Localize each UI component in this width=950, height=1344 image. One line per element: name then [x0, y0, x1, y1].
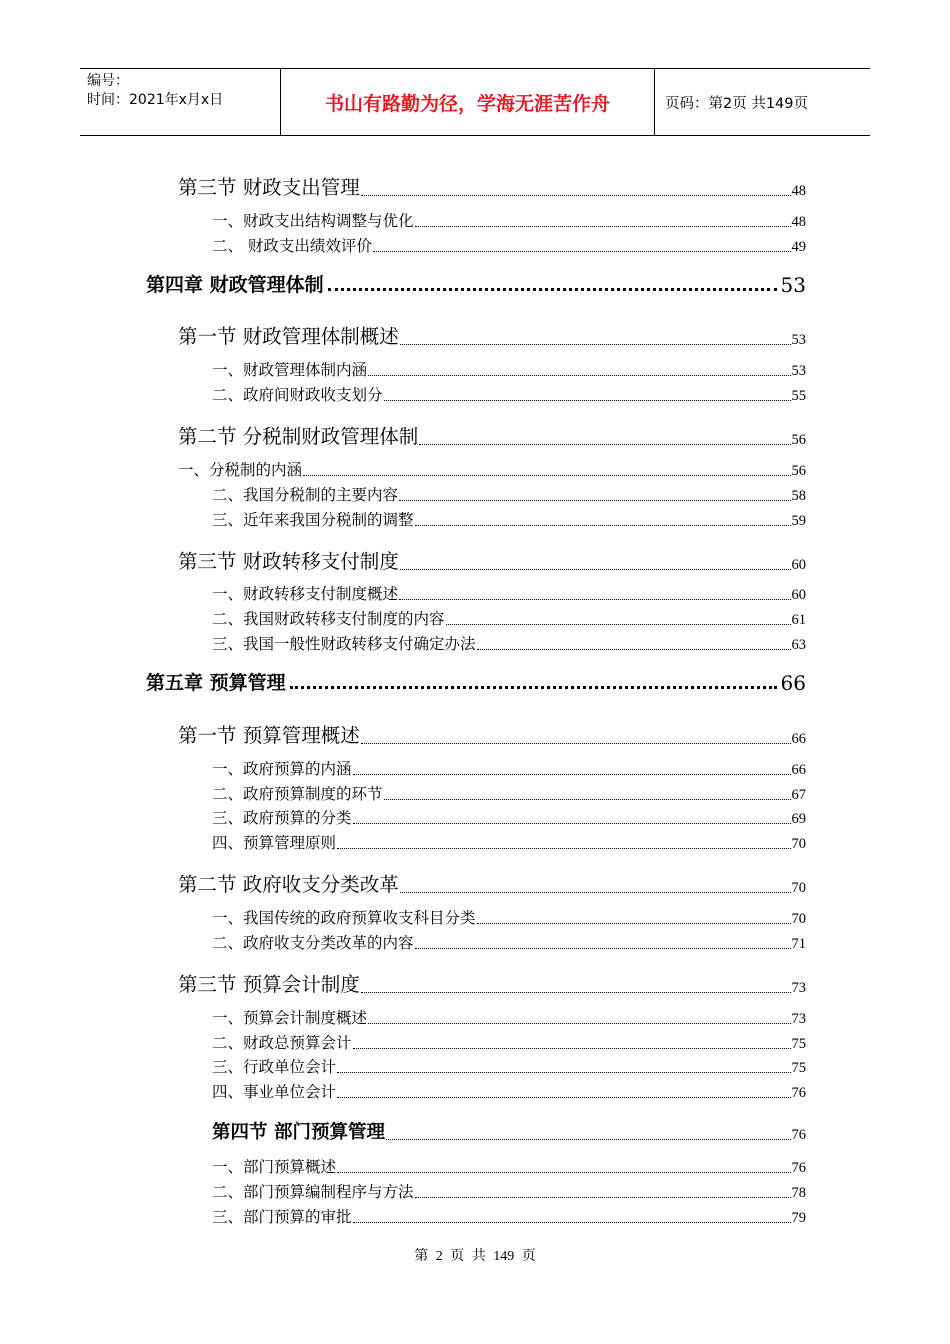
toc-page-number: 59	[791, 513, 806, 529]
toc-chapter-row[interactable]	[146, 668, 806, 695]
toc-item-row[interactable]	[212, 782, 806, 804]
toc-dot-leader	[337, 1071, 790, 1073]
toc-section-title: 第二节 分税制财政管理体制	[178, 425, 419, 448]
toc-dot-leader	[353, 1221, 791, 1223]
toc-item-title: 一、财政转移支付制度概述	[212, 585, 399, 603]
toc-dot-leader	[400, 568, 791, 570]
toc-item-row[interactable]	[212, 1180, 806, 1202]
toc-dot-leader	[446, 623, 791, 625]
toc-item-row[interactable]	[212, 607, 806, 629]
toc-section-row[interactable]	[178, 969, 806, 997]
page-footer: 第 2 页 共 149 页	[414, 1249, 536, 1264]
toc-dot-leader	[337, 847, 790, 849]
toc-chapter-title: 第四章 财政管理体制	[146, 274, 324, 296]
toc-dot-leader	[415, 225, 791, 227]
toc-dot-leader	[399, 499, 790, 501]
toc-dot-leader	[386, 1138, 791, 1140]
toc-item-row[interactable]	[212, 1205, 806, 1227]
toc-dot-leader	[399, 598, 790, 600]
toc-page-number: 60	[791, 557, 806, 573]
toc-dot-leader	[328, 287, 777, 291]
toc-item-title: 二、 财政支出绩效评价	[212, 237, 372, 255]
toc-item-row[interactable]	[212, 632, 806, 654]
toc-chapter-title: 第五章 预算管理	[146, 672, 286, 694]
toc-item-row[interactable]	[212, 1155, 806, 1177]
toc-page-number: 53	[791, 363, 806, 379]
toc-page-number: 56	[791, 432, 806, 448]
toc-item-title: 一、政府预算的内涵	[212, 760, 352, 778]
toc-item-title: 一、预算会计制度概述	[212, 1009, 368, 1027]
toc-section-title: 第四节 部门预算管理	[212, 1122, 385, 1143]
toc-dot-leader	[477, 648, 791, 650]
toc-page-number: 66	[791, 762, 806, 778]
toc-item-title: 二、政府收支分类改革的内容	[212, 934, 414, 952]
toc-section-row[interactable]	[178, 720, 806, 748]
toc-item-title: 三、我国一般性财政转移支付确定办法	[212, 635, 476, 653]
toc-item-title: 三、政府预算的分类	[212, 809, 352, 827]
toc-item-row[interactable]	[212, 508, 806, 530]
toc-item-title: 一、财政支出结构调整与优化	[212, 212, 414, 230]
toc-section-title: 第三节 财政转移支付制度	[178, 550, 399, 573]
toc-item-title: 二、财政总预算会计	[212, 1034, 352, 1052]
toc-dot-leader	[353, 822, 791, 824]
toc-page-number: 66	[791, 731, 806, 747]
toc-page-number: 76	[791, 1127, 806, 1143]
toc-item-title: 一、财政管理体制内涵	[212, 361, 368, 379]
toc-dot-leader	[419, 443, 790, 445]
document-time-label: 时间：2021年x月x日	[87, 92, 224, 108]
toc-item-row[interactable]	[212, 1080, 806, 1102]
toc-item-title: 二、部门预算编制程序与方法	[212, 1183, 414, 1201]
toc-section-title: 第三节 预算会计制度	[178, 973, 360, 996]
toc-dot-leader	[384, 798, 791, 800]
toc-item-row[interactable]	[212, 831, 806, 853]
toc-page-number: 73	[791, 1011, 806, 1027]
toc-dot-leader	[368, 1022, 790, 1024]
toc-dot-leader	[353, 1047, 791, 1049]
toc-page-number: 79	[791, 1210, 806, 1226]
toc-item-title: 二、政府间财政收支划分	[212, 386, 383, 404]
toc-item-row[interactable]	[212, 483, 806, 505]
toc-item-row[interactable]	[212, 209, 806, 231]
document-number-label: 编号：	[87, 73, 129, 89]
toc-item-row[interactable]	[212, 383, 806, 405]
toc-dot-leader	[290, 685, 777, 689]
toc-item-row[interactable]	[212, 358, 806, 380]
toc-page-number: 71	[791, 936, 806, 952]
toc-item-row[interactable]	[212, 1031, 806, 1053]
toc-item-row[interactable]	[212, 234, 806, 256]
toc-page-number: 76	[791, 1160, 806, 1176]
toc-item-row[interactable]	[178, 458, 806, 480]
toc-item-title: 一、部门预算概述	[212, 1158, 337, 1176]
toc-section-row[interactable]	[178, 321, 806, 349]
toc-dot-leader	[353, 773, 791, 775]
toc-item-row[interactable]	[212, 931, 806, 953]
toc-page-number: 75	[791, 1060, 806, 1076]
toc-page-number: 67	[791, 787, 806, 803]
toc-dot-leader	[337, 1171, 790, 1173]
toc-page-number: 60	[791, 587, 806, 603]
toc-item-row[interactable]	[212, 1055, 806, 1077]
toc-dot-leader	[384, 399, 791, 401]
toc-item-title: 一、我国传统的政府预算收支科目分类	[212, 909, 476, 927]
toc-item-row[interactable]	[212, 806, 806, 828]
toc-item-title: 三、行政单位会计	[212, 1058, 337, 1076]
toc-section-row[interactable]	[178, 869, 806, 897]
toc-page-number: 78	[791, 1185, 806, 1201]
toc-dot-leader	[303, 474, 790, 476]
toc-page-number: 53	[791, 332, 806, 348]
toc-item-title: 二、我国分税制的主要内容	[212, 486, 399, 504]
toc-dot-leader	[373, 250, 791, 252]
toc-page-number: 66	[780, 671, 806, 695]
toc-section-title: 第三节 财政支出管理	[178, 176, 360, 199]
toc-item-row[interactable]	[212, 757, 806, 779]
toc-page-number: 75	[791, 1036, 806, 1052]
toc-dot-leader	[337, 1096, 790, 1098]
header-page-info: 页码：第2页 共149页	[665, 95, 809, 112]
toc-item-title: 三、近年来我国分税制的调整	[212, 511, 414, 529]
toc-page-number: 56	[791, 463, 806, 479]
toc-dot-leader	[415, 524, 791, 526]
toc-page-number: 70	[791, 836, 806, 852]
toc-page-number: 70	[791, 880, 806, 896]
toc-dot-leader	[415, 1196, 791, 1198]
toc-page-number: 48	[791, 183, 806, 199]
toc-dot-leader	[361, 194, 791, 196]
toc-dot-leader	[400, 343, 791, 345]
toc-dot-leader	[477, 922, 791, 924]
toc-page-number: 70	[791, 911, 806, 927]
toc-item-title: 二、政府预算制度的环节	[212, 785, 383, 803]
toc-dot-leader	[361, 742, 791, 744]
toc-section-row[interactable]	[178, 421, 806, 449]
toc-section-row[interactable]	[178, 172, 806, 200]
toc-item-row[interactable]	[212, 906, 806, 928]
toc-section-row[interactable]	[212, 1118, 806, 1144]
toc-item-title: 四、事业单位会计	[212, 1083, 337, 1101]
toc-item-title: 三、部门预算的审批	[212, 1208, 352, 1226]
toc-page-number: 49	[791, 239, 806, 255]
toc-page-number: 58	[791, 488, 806, 504]
toc-dot-leader	[415, 947, 791, 949]
header-motto: 书山有路勤为径，学海无涯苦作舟	[281, 69, 655, 135]
toc-page-number: 55	[791, 388, 806, 404]
toc-dot-leader	[368, 374, 790, 376]
toc-page-number: 76	[791, 1085, 806, 1101]
toc-item-title: 一、分税制的内涵	[178, 461, 303, 479]
toc-section-title: 第一节 财政管理体制概述	[178, 325, 399, 348]
toc-page-number: 73	[791, 980, 806, 996]
toc-page-number: 61	[791, 612, 806, 628]
page-header	[80, 68, 870, 136]
toc-item-row[interactable]	[212, 1006, 806, 1028]
toc-page-number: 69	[791, 811, 806, 827]
toc-item-row[interactable]	[212, 582, 806, 604]
toc-section-row[interactable]	[178, 546, 806, 574]
toc-section-title: 第一节 预算管理概述	[178, 724, 360, 747]
toc-item-title: 四、预算管理原则	[212, 834, 337, 852]
toc-item-title: 二、我国财政转移支付制度的内容	[212, 610, 445, 628]
toc-page-number: 53	[780, 273, 806, 297]
toc-dot-leader	[361, 991, 791, 993]
toc-chapter-row[interactable]	[146, 270, 806, 297]
toc-page-number: 48	[791, 214, 806, 230]
header-meta	[80, 69, 281, 135]
toc-section-title: 第二节 政府收支分类改革	[178, 873, 399, 896]
toc-page-number: 63	[791, 637, 806, 653]
toc-dot-leader	[400, 891, 791, 893]
